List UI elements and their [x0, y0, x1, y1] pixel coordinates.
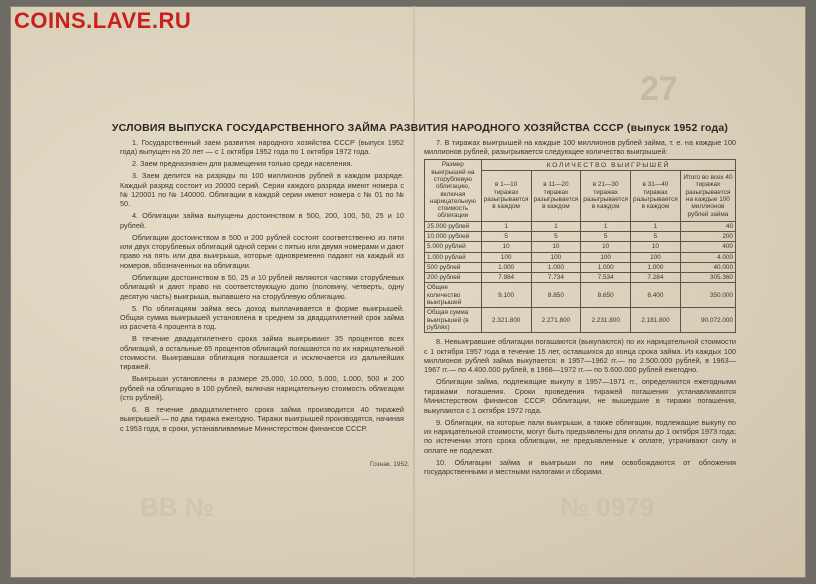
- table-head-col: в 11—20 тиражах разыгрывается в каждом: [531, 171, 581, 221]
- table-cell: 1.000: [631, 262, 681, 272]
- table-cell: 10: [481, 242, 531, 252]
- table-cell: 1.000: [481, 262, 531, 272]
- table-head-col: в 21—30 тиражах разыгрывается в каждом: [581, 171, 631, 221]
- table-cell: 1: [631, 221, 681, 231]
- table-cell: 4.000: [680, 252, 735, 262]
- table-cell: 8.650: [581, 283, 631, 308]
- clause-paragraph: Облигации займа, подлежащие выкупу в 1957—1971 гг., определяются ежегодными тиражами погашения. Сроки проведения тиражей погашения устанавливаются Министерством финансов СССР. Облигации, не вышедшие в тиражи погашения, выкупаются с 1 октября 1972 года.: [424, 377, 736, 415]
- table-cell: 40.000: [680, 262, 735, 272]
- table-row: [425, 252, 736, 262]
- table-head-group: КОЛИЧЕСТВО ВЫИГРЫШЕЙ: [481, 160, 735, 171]
- table-cell: 5: [631, 231, 681, 241]
- table-cell: 1: [581, 221, 631, 231]
- table-cell: 9.100: [481, 283, 531, 308]
- clause-paragraph: 3. Заем делится на разряды по 100 миллионов рублей в каждом разряде. Каждый разряд состоит из 20000 серий. Серии каждого разряда имеют номера с № 120001 по № 140000. Облигации в каждой серии имеют номера с № 01 по № 50.: [120, 171, 404, 209]
- table-cell: 1.000: [581, 262, 631, 272]
- right-column: [424, 138, 736, 479]
- total-sum-label: Общая сумма выигрышей (в рублях): [425, 308, 482, 333]
- clause-paragraph: 1. Государственный заем развития народного хозяйства СССР (выпуск 1952 года) выпущен на 20 лет — с 1 октября 1952 года по 1 октября 1972 года.: [120, 138, 404, 157]
- table-cell: 100: [481, 252, 531, 262]
- table-head-col: Итого во всех 40 тиражах разыгрывается на каждые 100 миллионов рублей займа: [680, 171, 735, 221]
- table-cell: 7.284: [631, 273, 681, 283]
- table-cell: 5: [481, 231, 531, 241]
- clause-paragraph: 10. Облигации займа и выигрыши по ним освобождаются от обложения государственными и местными налогами и сборами.: [424, 457, 736, 477]
- table-cell: 10: [631, 242, 681, 252]
- clause-paragraph: В течение двадцатилетнего срока займа выигрывают 35 процентов всех облигаций, а остальные 65 процентов облигаций погашаются по их нарицательной стоимости. Выигравшая облигация погашается и исключается из дальнейших тиражей.: [120, 334, 404, 372]
- faded-bleed-number: 27: [640, 70, 678, 108]
- table-cell: 90.072.000: [680, 308, 735, 333]
- clause-paragraph: 9. Облигации, на которые пали выигрыши, а также облигации, подлежащие выкупу по их нарицательной стоимости, могут быть предъявлены для оплаты до 1 октября 1973 года; по истечении этого срока облигации, не предъявленные к оплате, утрачивают силу и оплате не подлежат.: [424, 417, 736, 455]
- table-cell: 100: [581, 252, 631, 262]
- prize-table: [424, 159, 736, 333]
- table-cell: 2.231.800: [581, 308, 631, 333]
- table-cell: 7.734: [531, 273, 581, 283]
- table-cell: 10: [531, 242, 581, 252]
- clause-paragraph: 4. Облигации займа выпущены достоинством в 500, 200, 100, 50, 25 и 10 рублей.: [120, 211, 404, 230]
- clause-paragraph: Выигрыши установлены в размере 25.000, 10.000, 5.000, 1.000, 500 и 200 рублей на облигацию в 100 рублей, включая нарицательную стоимость облигации (сто рублей).: [120, 374, 404, 403]
- table-row: [425, 242, 736, 252]
- clause-paragraph: Облигации достоинством в 50, 25 и 10 рублей являются частями сторублевых облигаций и дают право на соответствующую долю (половину, четверть, одну десятую часть) выигрыша, выпавшего на сторублевую облигацию.: [120, 272, 404, 301]
- left-column: [120, 138, 404, 436]
- table-head-prize: Размер выигрышей на сторублевую облигацию, включая нарицательную стоимость облигации: [425, 160, 482, 221]
- table-row: [425, 262, 736, 272]
- table-cell: 40: [680, 221, 735, 231]
- clause-paragraph: 8. Невыигравшие облигации погашаются (выкупаются) по их нарицательной стоимости с 1 октября 1957 года в течение 15 лет, оставшихся до конца срока займа. Из каждых 100 миллионов рублей займа выкупается: в 1957—1962 гг.— по 2.500.000 рублей, в 1963—1967 гг.— по 4.400.000 рублей, в 1968—1972 гг.— по 5.600.000 рублей ежегодно.: [424, 337, 736, 375]
- clause-paragraph: 6. В течение двадцатилетнего срока займа производится 40 тиражей выигрышей — по два тиража ежегодно. Тиражи выигрышей производятся, начиная с 1953 года, в сроки, устанавливаемые Министерством финансов СССР.: [120, 405, 404, 433]
- clause-paragraph: 7. В тиражах выигрышей на каждые 100 миллионов рублей займа, т. е. на каждые 100 миллионов рублей, разыгрывается следующее количество выигрышей:: [424, 138, 736, 157]
- table-cell: 2.181.800: [631, 308, 681, 333]
- prize-label: 10.000 рублей: [425, 231, 482, 241]
- table-cell: 8.850: [531, 283, 581, 308]
- table-cell: 200: [680, 231, 735, 241]
- prize-label: 1.000 рублей: [425, 252, 482, 262]
- faded-bleed-serial: № 0979: [560, 492, 655, 522]
- table-cell: 2.271.800: [531, 308, 581, 333]
- printer-imprint: Гознак. 1952.: [370, 461, 410, 468]
- table-row-total-sum: [425, 308, 736, 333]
- prize-label: 500 рублей: [425, 262, 482, 272]
- table-cell: 5: [531, 231, 581, 241]
- site-watermark: COINS.LAVE.RU: [14, 8, 192, 33]
- table-head-col: в 31—40 тиражах разыгрывается в каждом: [631, 171, 681, 221]
- table-cell: 7.534: [581, 273, 631, 283]
- clause-paragraph: Облигации достоинством в 500 и 200 рублей состоят соответственно из пяти или двух сторублевых облигаций одной серии с пятью или двумя номерами и дают право на пять или два выигрыша, которые одновременно падают на каждый из номеров, обозначенных на облигации.: [120, 232, 404, 270]
- table-cell: 350.000: [680, 283, 735, 308]
- prize-label: 5.000 рублей: [425, 242, 482, 252]
- table-cell: 1.000: [531, 262, 581, 272]
- table-head-col: в 1—10 тиражах разыгрывается в каждом: [481, 171, 531, 221]
- document-title: УСЛОВИЯ ВЫПУСКА ГОСУДАРСТВЕННОГО ЗАЙМА РАЗВИТИЯ НАРОДНОГО ХОЗЯЙСТВА СССР (выпуск 1952 года): [111, 122, 729, 134]
- table-cell: 100: [631, 252, 681, 262]
- table-row: [425, 231, 736, 241]
- table-cell: 8.400: [631, 283, 681, 308]
- table-cell: 305.360: [680, 273, 735, 283]
- table-row: [425, 221, 736, 231]
- table-cell: 5: [581, 231, 631, 241]
- table-cell: 1: [481, 221, 531, 231]
- table-cell: 7.984: [481, 273, 531, 283]
- table-cell: 400: [680, 242, 735, 252]
- table-cell: 1: [531, 221, 581, 231]
- table-row: [425, 273, 736, 283]
- table-row-total-count: [425, 283, 736, 308]
- table-cell: 2.321.800: [481, 308, 531, 333]
- table-cell: 100: [531, 252, 581, 262]
- total-count-label: Общее количество выигрышей: [425, 283, 482, 308]
- table-cell: 10: [581, 242, 631, 252]
- prize-label: 25.000 рублей: [425, 221, 482, 231]
- clause-paragraph: 5. По облигациям займа весь доход выплачивается в форме выигрышей. Общая сумма выигрышей установлена в среднем за двадцатилетний срок займа из расчета 4 процента в год.: [120, 303, 404, 332]
- faded-bleed-series: ВВ №: [140, 492, 214, 522]
- prize-label: 200 рублей: [425, 273, 482, 283]
- paper-fold: [413, 6, 415, 578]
- clause-paragraph: 2. Заем предназначен для размещения только среди населения.: [132, 159, 353, 169]
